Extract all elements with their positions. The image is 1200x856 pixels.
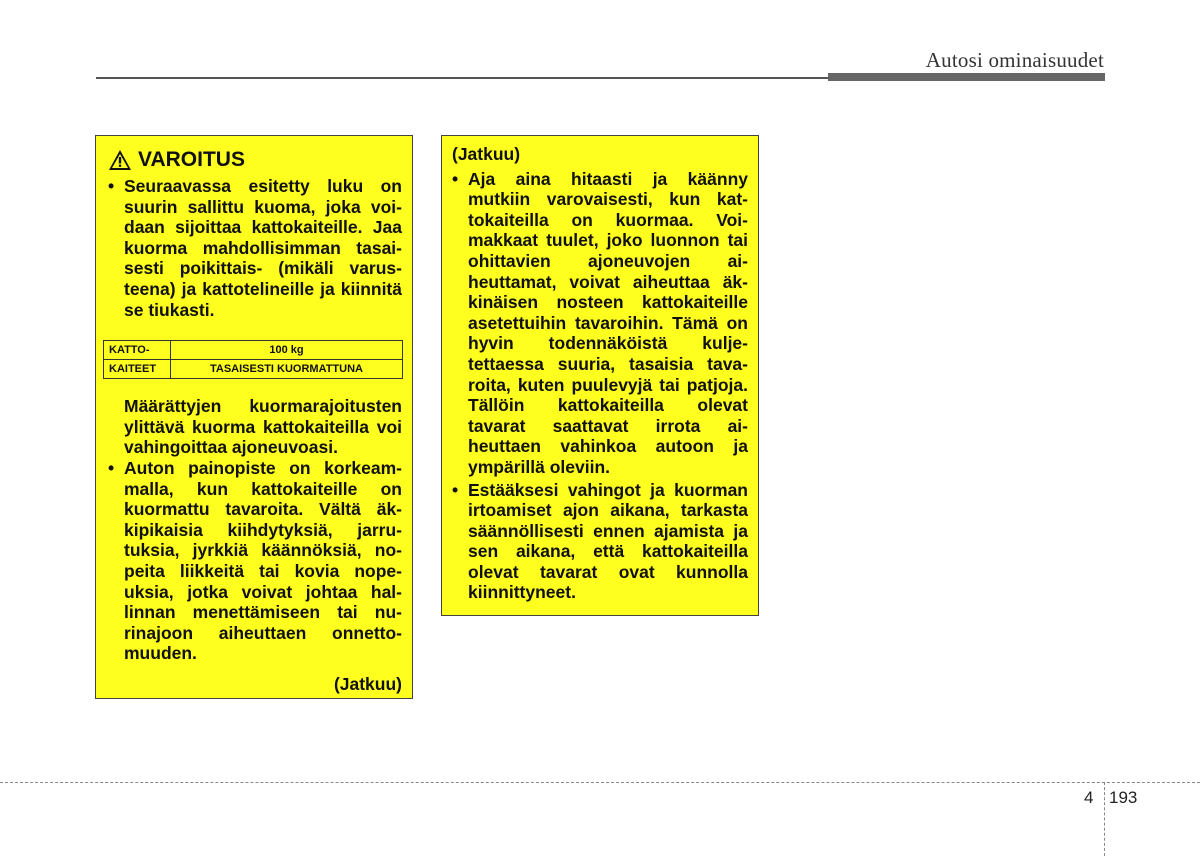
bullet-icon: •	[108, 457, 115, 478]
bullet-text: Seuraavassa esitetty luku on suurin sallittu kuoma, joka voidaan sijoittaa kattokaiteille. Jaa kuorma mahdollisimman tasaisesti poikittais- (mikäli varusteena) ja kattotelineille ja kiinnitä se tiukasti.	[124, 176, 402, 320]
paragraph: Määrättyjen kuormarajoitusten ylittävä kuorma kattokaiteilla voi vahingoittaa ajoneuvoasi.	[124, 396, 402, 458]
footer-divider	[0, 782, 1200, 783]
table-cell-label: KATTO-	[104, 341, 171, 360]
bullet-text: Auton painopiste on korkeammalla, kun kattokaiteille on kuormattu tavaroita. Vältä äkkipikaisia kiihdytyksiä, jarrutuksia, jyrkkiä käännöksiä, nopeita liikkeitä tai kovia nopeuksia, jotka voivat johtaa hallinnan menettämiseen tai nurinajoon aiheuttaen onnettomuuden.	[124, 457, 402, 664]
footer-vertical-divider	[1104, 782, 1105, 856]
table-row	[104, 341, 403, 360]
warning-box-left	[95, 135, 413, 699]
list-item	[452, 169, 748, 478]
table-cell-value: 100 kg	[171, 341, 403, 360]
warning-header	[108, 146, 402, 174]
chapter-number: 4	[1084, 788, 1094, 807]
continues-label: (Jatkuu)	[333, 673, 402, 694]
bullet-text: Aja aina hitaasti ja käänny mutkiin varovaisesti, kun kattokaiteilla on kuormaa. Voimakkaat tuulet, joko luonnon tai ohittavien ajoneuvojen aiheuttamat, voivat aiheuttaa äkkinäisen nosteen kattokaiteille asetettuihin tavaroihin. Tämä on hyvin todennäköistä kuljetettaessa suuria, tasaisia tavaroita, kuten puulevyjä tai patjoja. Tällöin kattokaiteilla olevat tavarat saattavat irrota aiheuttaen vahinkoa autoon ja ympärillä oleviin.	[468, 168, 748, 477]
table-row	[104, 360, 403, 379]
section-title: Autosi ominaisuudet	[925, 48, 1104, 72]
warning-triangle-icon	[108, 149, 132, 171]
warning-title: VAROITUS	[138, 147, 245, 171]
page-number: 193	[1109, 788, 1138, 807]
load-table	[103, 340, 403, 379]
continued-label: (Jatkuu)	[452, 144, 521, 164]
header-rule-accent	[828, 73, 1105, 81]
bullet-text: Estääksesi vahingot ja kuorman irtoamiset ajon aikana, tarkasta säännöllisesti ennen ajamista ja sen aikana, että kattokaiteilla olevat tavarat ovat kunnolla kiinnittyneet.	[468, 479, 748, 603]
bullet-icon: •	[108, 176, 115, 196]
table-cell-value: TASAISESTI KUORMATTUNA	[171, 360, 403, 379]
list-item	[108, 176, 402, 320]
bullet-icon: •	[452, 479, 459, 500]
header-rule	[96, 77, 828, 79]
table-cell-label: KAITEET	[104, 360, 171, 379]
bullet-icon: •	[452, 168, 459, 189]
list-item	[108, 458, 402, 664]
warning-box-right	[441, 135, 759, 616]
list-item	[452, 480, 748, 604]
